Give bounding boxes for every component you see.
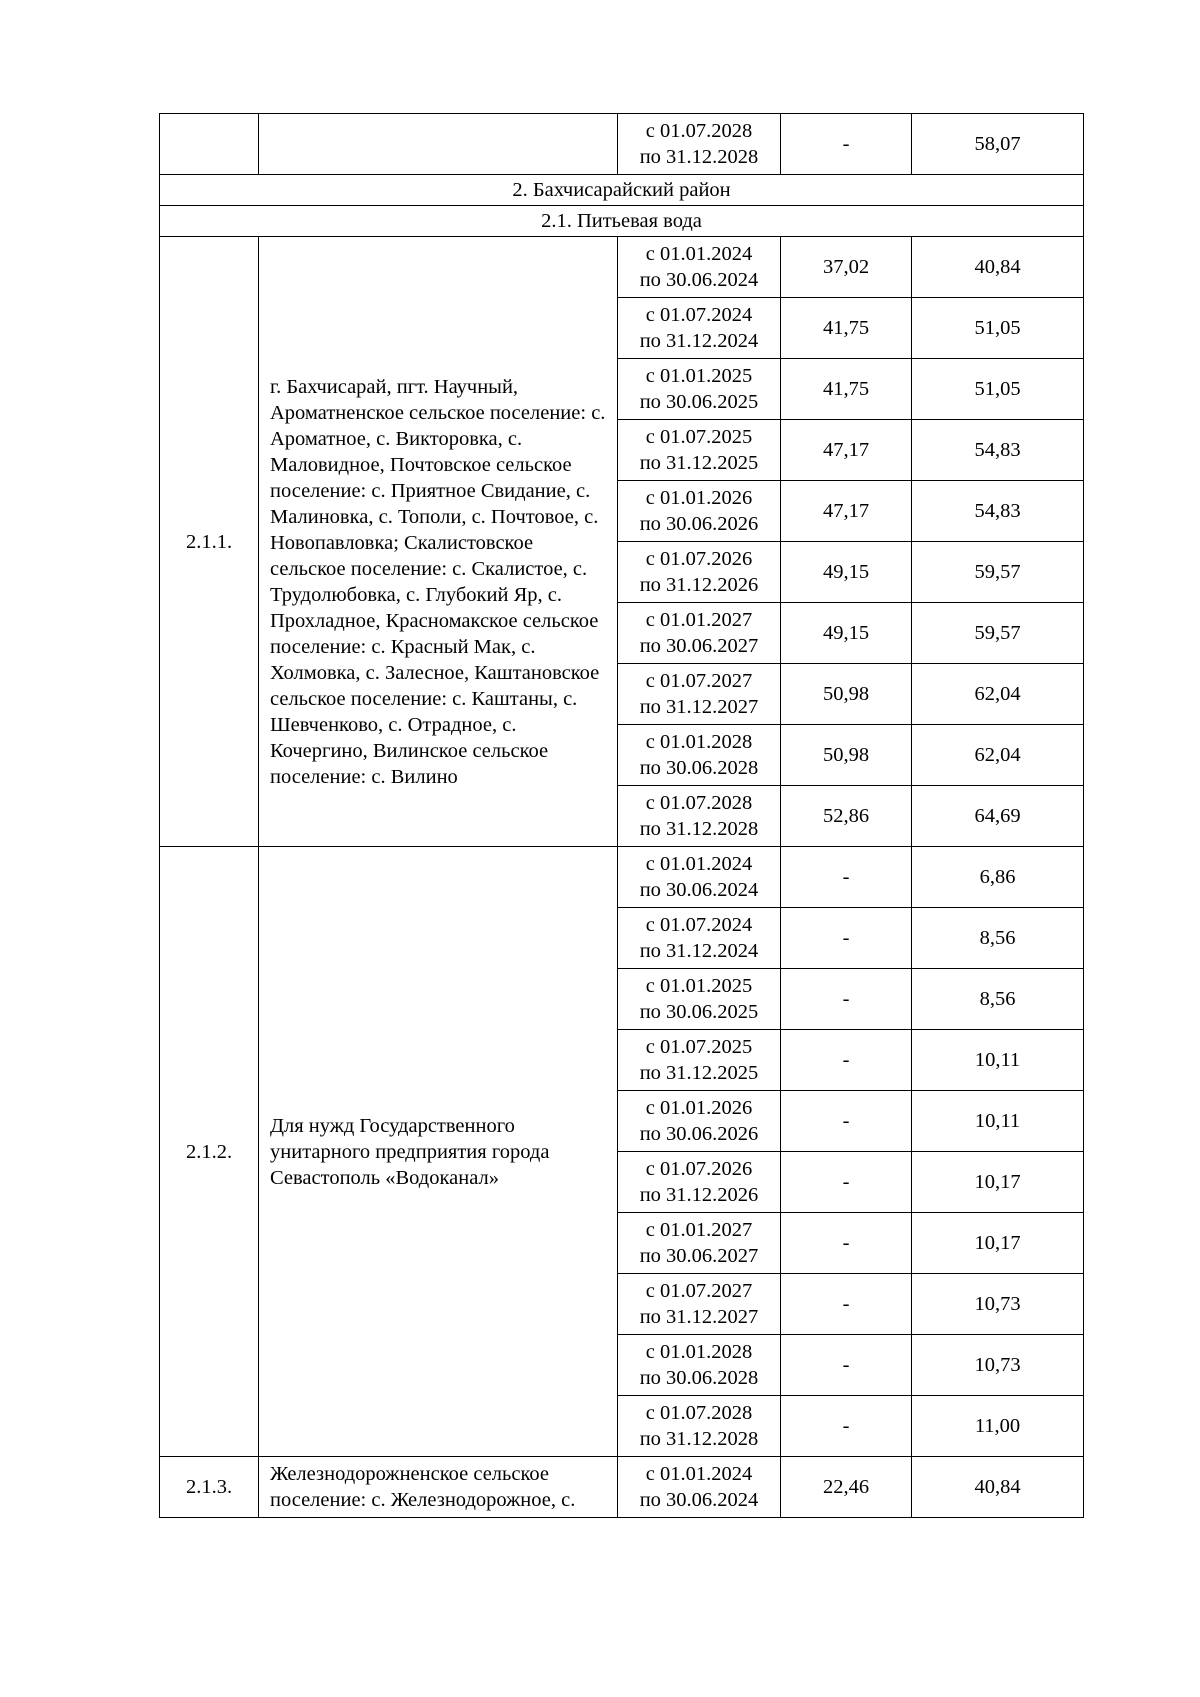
value2-cell: 10,11: [912, 1030, 1084, 1091]
period-to: по 31.12.2026: [639, 1184, 759, 1206]
tariff-table: [159, 113, 1084, 1518]
value2-cell: 59,57: [912, 603, 1084, 664]
value1-cell: 49,15: [781, 542, 912, 603]
value2-cell: 51,05: [912, 359, 1084, 420]
period-cell: [618, 1396, 781, 1457]
period-from: с 01.01.2028: [645, 1341, 753, 1363]
period-from: с 01.01.2026: [645, 487, 753, 509]
value2-cell: 54,83: [912, 481, 1084, 542]
value2-cell: 58,07: [912, 114, 1084, 175]
value2-cell: 8,56: [912, 969, 1084, 1030]
value1-cell: 41,75: [781, 359, 912, 420]
period-from: с 01.01.2025: [645, 975, 753, 997]
section-header: 2.1. Питьевая вода: [160, 206, 1084, 237]
period-from: с 01.01.2026: [645, 1097, 753, 1119]
period-from: с 01.07.2028: [645, 1402, 753, 1424]
period-cell: [618, 603, 781, 664]
value2-cell: 64,69: [912, 786, 1084, 847]
place-cell: Железнодорожненское сельское поселение: с. Железнодорожное, с.: [259, 1457, 618, 1518]
period-to: по 31.12.2024: [639, 940, 759, 962]
period-cell: [618, 420, 781, 481]
value2-cell: 10,73: [912, 1274, 1084, 1335]
period-from: с 01.07.2025: [645, 1036, 753, 1058]
period-from: с 01.07.2024: [645, 304, 753, 326]
value1-cell: 50,98: [781, 664, 912, 725]
period-cell: [618, 786, 781, 847]
period-to: по 31.12.2028: [639, 1428, 759, 1450]
value2-cell: 62,04: [912, 725, 1084, 786]
value1-cell: -: [781, 114, 912, 175]
period-to: по 30.06.2026: [639, 1123, 759, 1145]
value1-cell: -: [781, 1396, 912, 1457]
row-number-cell: 2.1.3.: [160, 1457, 259, 1518]
period-cell: [618, 725, 781, 786]
value1-cell: -: [781, 969, 912, 1030]
period-to: по 30.06.2024: [639, 1489, 759, 1511]
place-cell: [259, 114, 618, 175]
table-row: [160, 237, 1084, 298]
period-from: с 01.01.2024: [645, 1463, 753, 1485]
period-from: с 01.07.2024: [645, 914, 753, 936]
district-header: 2. Бахчисарайский район: [160, 175, 1084, 206]
period-cell: [618, 1274, 781, 1335]
period-cell: [618, 237, 781, 298]
value1-cell: -: [781, 1335, 912, 1396]
row-number-cell: 2.1.2.: [160, 847, 259, 1457]
period-from: с 01.07.2026: [645, 1158, 753, 1180]
row-number-cell: [160, 114, 259, 175]
period-cell: [618, 359, 781, 420]
period-from: с 01.01.2024: [645, 243, 753, 265]
period-cell: [618, 1091, 781, 1152]
value1-cell: 37,02: [781, 237, 912, 298]
period-cell: [618, 298, 781, 359]
period-from: с 01.01.2027: [645, 609, 753, 631]
value2-cell: 54,83: [912, 420, 1084, 481]
period-to: по 31.12.2028: [639, 146, 759, 168]
value1-cell: -: [781, 1091, 912, 1152]
period-cell: [618, 969, 781, 1030]
period-to: по 30.06.2027: [639, 1245, 759, 1267]
period-to: по 30.06.2027: [639, 635, 759, 657]
value1-cell: -: [781, 1274, 912, 1335]
period-cell: [618, 542, 781, 603]
period-to: по 31.12.2027: [639, 696, 759, 718]
value2-cell: 10,17: [912, 1152, 1084, 1213]
value1-cell: 47,17: [781, 420, 912, 481]
value2-cell: 10,11: [912, 1091, 1084, 1152]
table-row: [160, 847, 1084, 908]
period-from: с 01.07.2025: [645, 426, 753, 448]
period-to: по 30.06.2025: [639, 391, 759, 413]
value2-cell: 40,84: [912, 237, 1084, 298]
period-from: с 01.01.2024: [645, 853, 753, 875]
period-to: по 30.06.2025: [639, 1001, 759, 1023]
section-header-row: [160, 206, 1084, 237]
table-row: [160, 1457, 1084, 1518]
value2-cell: 51,05: [912, 298, 1084, 359]
value1-cell: 50,98: [781, 725, 912, 786]
period-from: с 01.07.2028: [645, 120, 753, 142]
period-to: по 31.12.2028: [639, 818, 759, 840]
value1-cell: 52,86: [781, 786, 912, 847]
period-to: по 31.12.2024: [639, 330, 759, 352]
period-cell: [618, 1213, 781, 1274]
value1-cell: -: [781, 908, 912, 969]
value1-cell: -: [781, 1030, 912, 1091]
period-to: по 30.06.2024: [639, 879, 759, 901]
period-cell: [618, 1335, 781, 1396]
period-to: по 30.06.2024: [639, 269, 759, 291]
period-cell: [618, 847, 781, 908]
value1-cell: 41,75: [781, 298, 912, 359]
period-from: с 01.07.2026: [645, 548, 753, 570]
period-cell: [618, 1030, 781, 1091]
period-cell: [618, 481, 781, 542]
value2-cell: 6,86: [912, 847, 1084, 908]
period-from: с 01.07.2027: [645, 670, 753, 692]
value1-cell: -: [781, 1152, 912, 1213]
district-header-row: [160, 175, 1084, 206]
period-cell: [618, 908, 781, 969]
period-to: по 30.06.2026: [639, 513, 759, 535]
value2-cell: 62,04: [912, 664, 1084, 725]
value2-cell: 10,73: [912, 1335, 1084, 1396]
period-to: по 30.06.2028: [639, 757, 759, 779]
period-cell: [618, 114, 781, 175]
value1-cell: 22,46: [781, 1457, 912, 1518]
period-from: с 01.07.2027: [645, 1280, 753, 1302]
period-cell: [618, 1152, 781, 1213]
row-number-cell: 2.1.1.: [160, 237, 259, 847]
period-from: с 01.01.2027: [645, 1219, 753, 1241]
value2-cell: 40,84: [912, 1457, 1084, 1518]
value2-cell: 10,17: [912, 1213, 1084, 1274]
period-from: с 01.01.2025: [645, 365, 753, 387]
place-cell: Для нужд Государственного унитарного предприятия города Севастополь «Водоканал»: [259, 847, 618, 1457]
period-cell: [618, 664, 781, 725]
period-to: по 31.12.2027: [639, 1306, 759, 1328]
value1-cell: 47,17: [781, 481, 912, 542]
period-from: с 01.01.2028: [645, 731, 753, 753]
period-to: по 31.12.2025: [639, 1062, 759, 1084]
value2-cell: 11,00: [912, 1396, 1084, 1457]
value1-cell: -: [781, 847, 912, 908]
value1-cell: -: [781, 1213, 912, 1274]
value1-cell: 49,15: [781, 603, 912, 664]
table-row-continuation: [160, 114, 1084, 175]
period-to: по 31.12.2026: [639, 574, 759, 596]
value2-cell: 59,57: [912, 542, 1084, 603]
period-to: по 30.06.2028: [639, 1367, 759, 1389]
period-from: с 01.07.2028: [645, 792, 753, 814]
period-to: по 31.12.2025: [639, 452, 759, 474]
value2-cell: 8,56: [912, 908, 1084, 969]
place-cell: г. Бахчисарай, пгт. Научный, Ароматненское сельское поселение: с. Ароматное, с. Викторовка, с. Маловидное, Почтовское сельское поселение: с. Приятное Свидание, с. Малиновка, с. Тополи, с. Почтовое, с. Новопавловка; Скалистовское сельское поселение: с. Скалистое, с. Трудолюбовка, с. Глубокий Яр, с. Прохладное, Красномакское сельское поселение: с. Красный Мак, с. Холмовка, с. Залесное, Каштановское сельское поселение: с. Каштаны, с. Шевченково, с. Отрадное, с. Кочергино, Вилинское сельское поселение: с. Вилино: [259, 237, 618, 847]
period-cell: [618, 1457, 781, 1518]
